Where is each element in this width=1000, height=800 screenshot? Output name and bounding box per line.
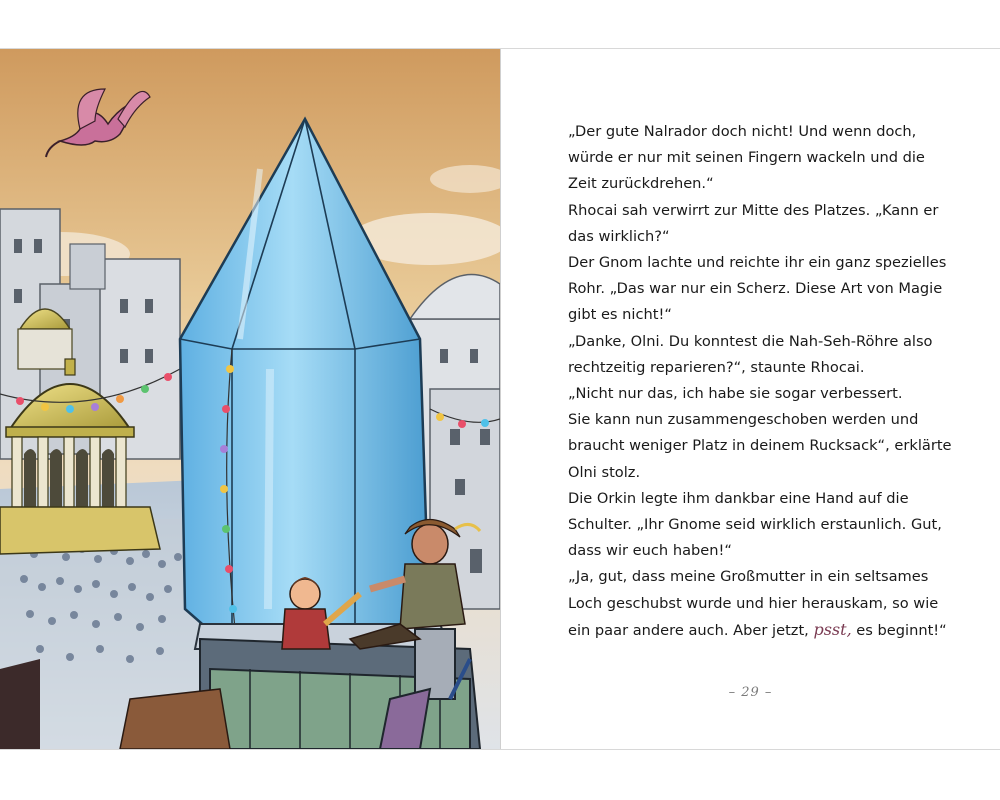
text-line: „Ja, gut, dass meine Großmutter in ein seltsames (568, 568, 929, 586)
text-line: Die Orkin legte ihm dankbar eine Hand auf die (568, 489, 909, 507)
rooftop (200, 629, 480, 749)
text-line: Rhocai sah verwirrt zur Mitte des Platzes. „Kann er (568, 201, 939, 219)
text-line-last (568, 617, 948, 644)
crystal-plaza-illustration (0, 49, 500, 749)
book-spread (0, 48, 1000, 750)
text-line: „Nicht nur das, ich habe sie sogar verbessert. (568, 385, 903, 403)
text-line: „Danke, Olni. Du konntest die Nah-Seh-Röhre also (568, 332, 933, 350)
last-line-end: es beginnt!“ (851, 621, 947, 639)
text-line: gibt es nicht!“ (568, 306, 672, 324)
last-line-start: ein paar andere auch. Aber jetzt, (568, 621, 814, 639)
text-line: das wirklich?“ (568, 227, 670, 245)
text-line: dass wir euch haben!“ (568, 542, 732, 560)
text-line: Schulter. „Ihr Gnome seid wirklich erstaunlich. Gut, (568, 516, 942, 534)
text-line: „Der gute Nalrador doch nicht! Und wenn doch, (568, 123, 917, 140)
page-number: – 29 – (728, 685, 773, 700)
left-page-illustration (0, 49, 500, 749)
text-line: Sie kann nun zusammengeschoben werden und (568, 411, 919, 429)
text-line: Rohr. „Das war nur ein Scherz. Diese Art von Magie (568, 280, 943, 298)
psst-emphasis: psst, (813, 619, 852, 639)
text-line: Zeit zurückdrehen.“ (568, 175, 714, 193)
text-line: würde er nur mit seinen Fingern wackeln und die (568, 149, 925, 167)
text-line: rechtzeitig reparieren?“, staunte Rhocai. (568, 358, 865, 376)
text-line: braucht weniger Platz in deinem Rucksack“, erklärte (568, 437, 952, 455)
right-page-text (501, 49, 1000, 749)
text-line: Loch geschubst wurde und hier herauskam, so wie (568, 594, 939, 612)
story-text (568, 119, 952, 644)
text-line: Der Gnom lachte und reichte ihr ein ganz spezielles (568, 254, 947, 272)
text-line: Olni stolz. (568, 463, 641, 481)
